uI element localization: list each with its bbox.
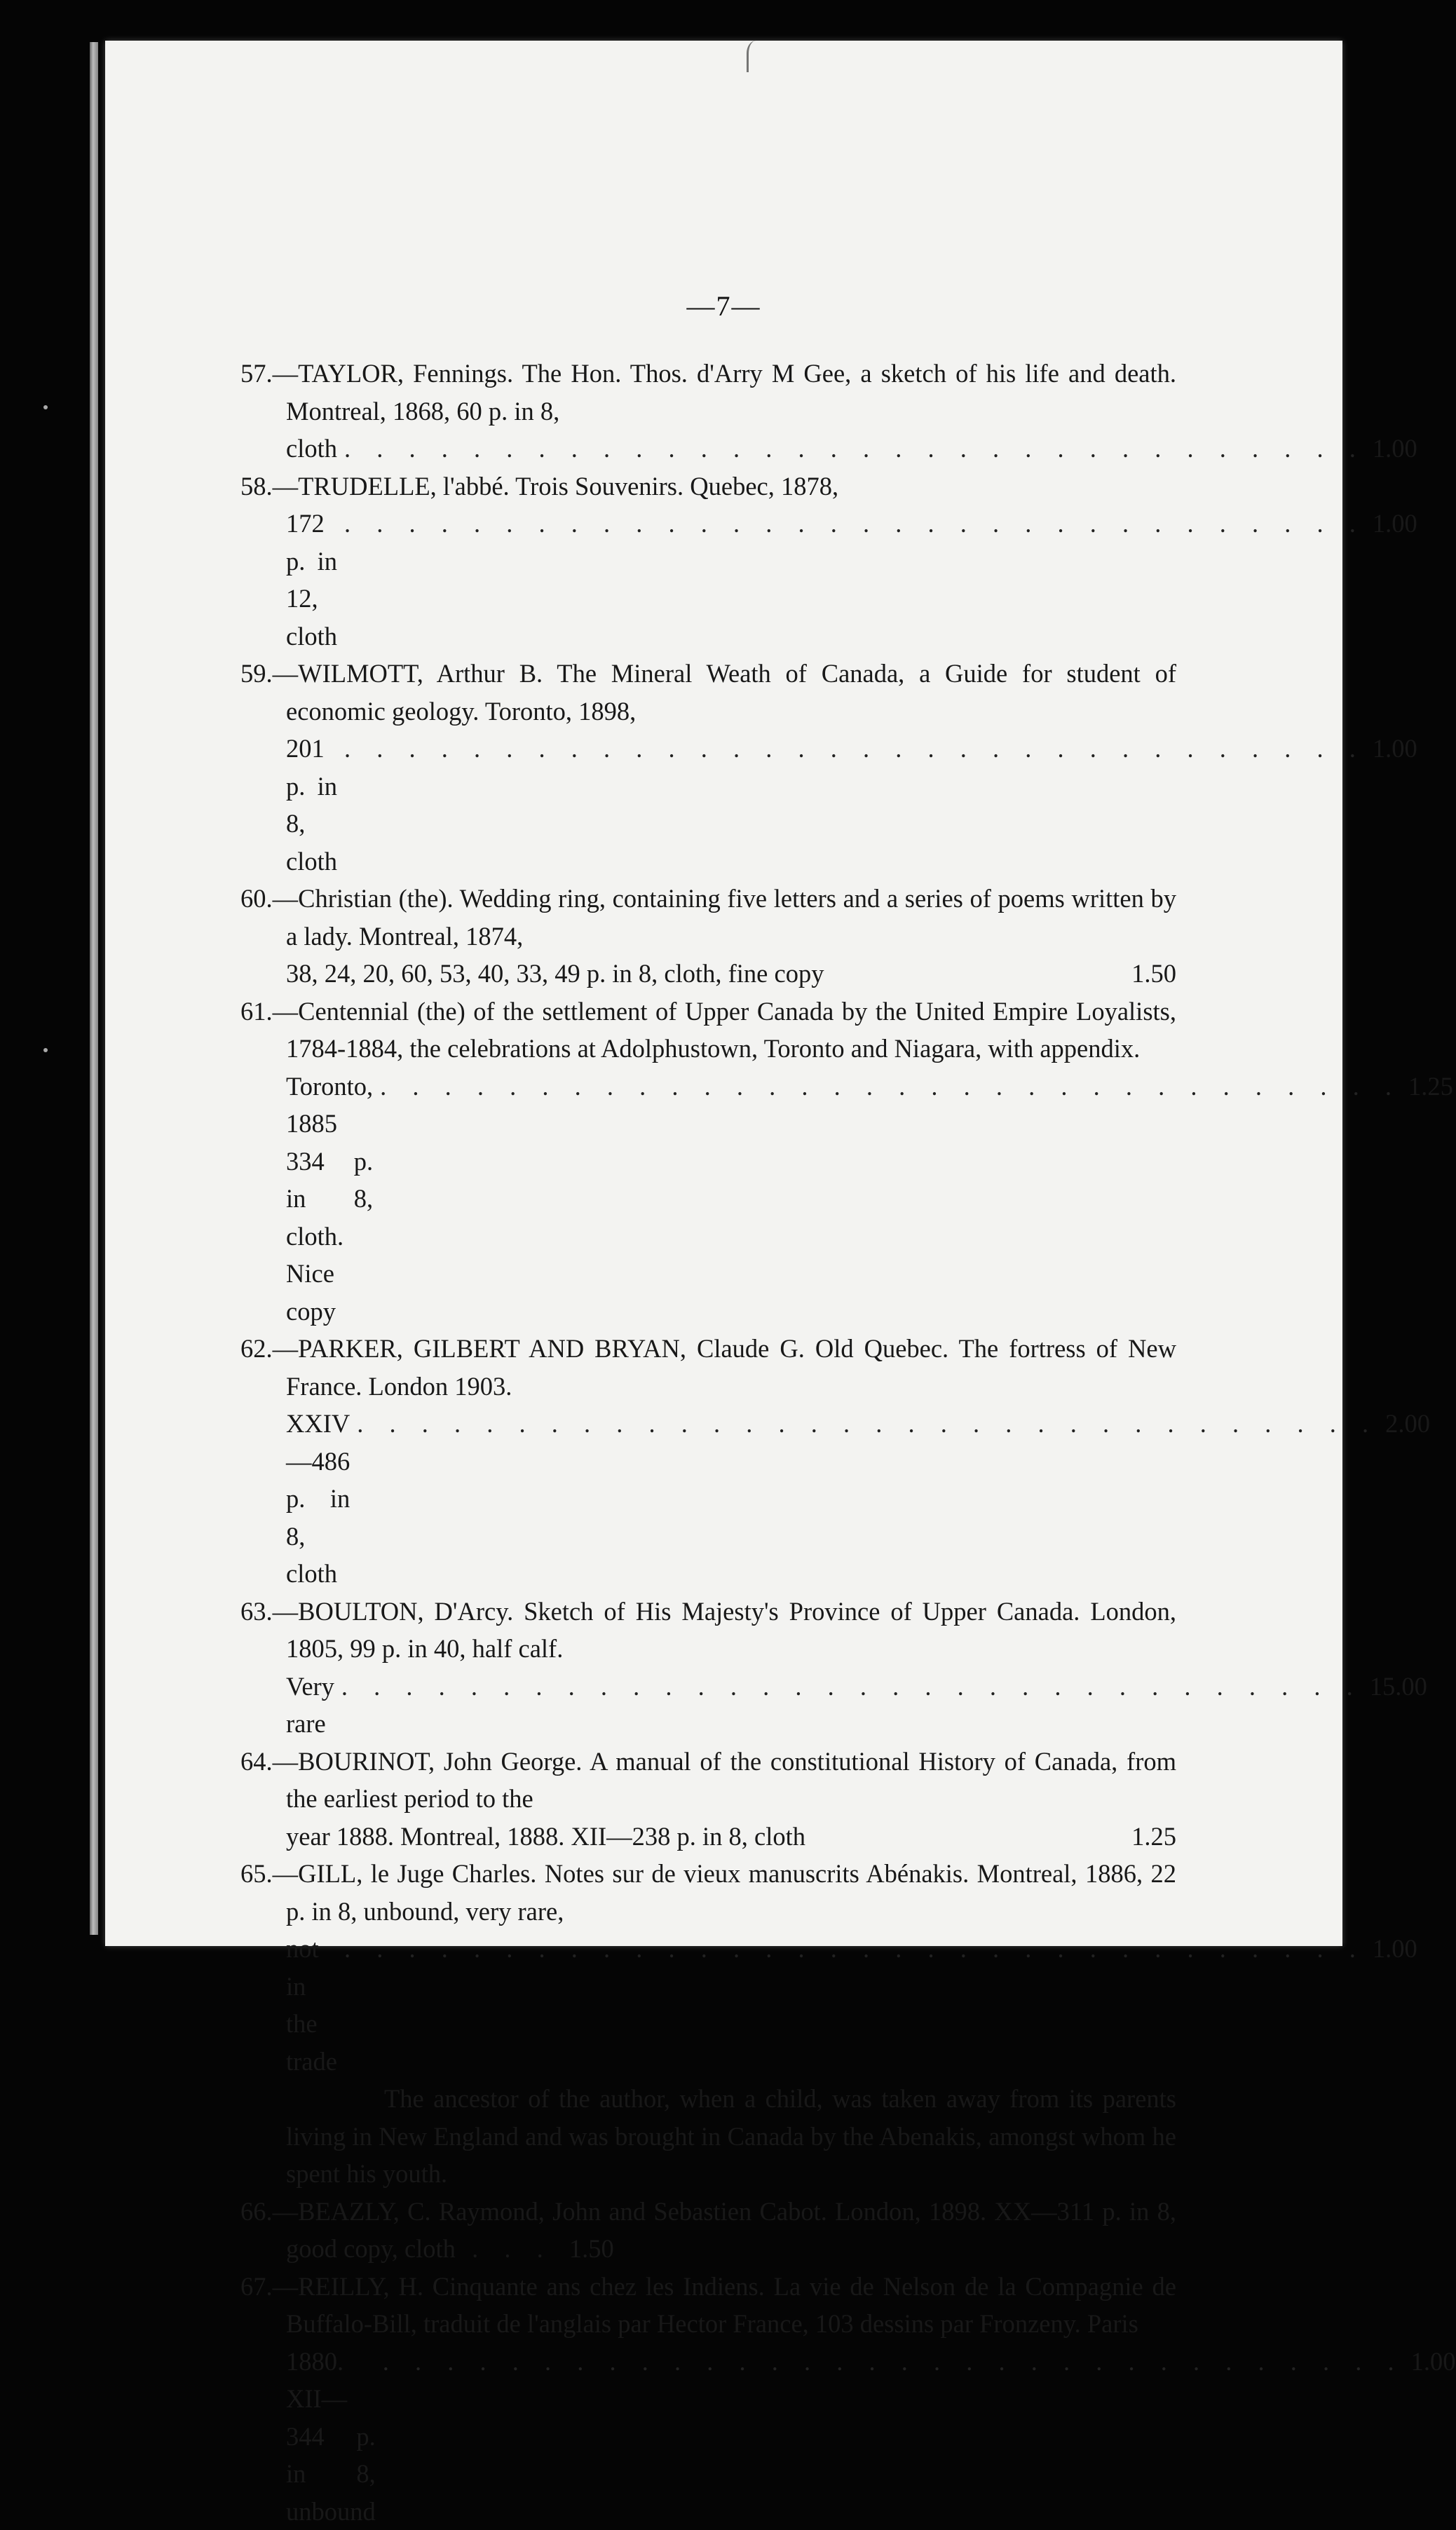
entry-tail: year 1888. Montreal, 1888. XII—238 p. in 8, cloth	[286, 1818, 805, 1856]
page-number: —7—	[105, 290, 1342, 322]
scan-smudge	[747, 41, 770, 72]
entry-text: 63.—BOULTON, D'Arcy. Sketch of His Majesty's Province of Upper Canada. London, 1805, 99 p. in 40, half calf.	[240, 1597, 1176, 1664]
entry-price: 1.00	[1373, 1930, 1417, 1968]
entry-text: 58.—TRUDELLE, l'abbé. Trois Souvenirs. Quebec, 1878,	[240, 472, 838, 501]
entry-text: 67.—REILLY, H. Cinquante ans chez les Indiens. La vie de Nelson de la Compagnie de Buffalo-Bill, traduit de l'anglais par Hector France, 103 dessins par Fronzeny. Paris	[240, 2272, 1176, 2339]
entry-text: 57.—TAYLOR, Fennings. The Hon. Thos. d'Arry M Gee, a sketch of his life and death. Montreal, 1868, 60 p. in 8,	[240, 359, 1176, 426]
entry-text: 66.—BEAZLY, C. Raymond, John and Sebastien Cabot. London, 1898. XX—311 p. in 8, good copy, cloth	[240, 2197, 1176, 2264]
entry-price: 1.00	[1373, 730, 1417, 768]
catalogue-entry: 65.—GILL, le Juge Charles. Notes sur de vieux manuscrits Abénakis. Montreal, 1886, 22 p. in 8, unbound, very rare, not in the trade . . . . . . . . . . . . . . . . . . . . . . . . . . . . . . . . 1.00	[240, 1855, 1176, 2080]
entry-text: 60.—Christian (the). Wedding ring, containing five letters and a series of poems written by a lady. Montreal, 1874,	[240, 884, 1176, 951]
entry-tail: not in the trade	[286, 1930, 337, 2080]
entry-tail: 38, 24, 20, 60, 53, 40, 33, 49 p. in 8, cloth, fine copy	[286, 955, 824, 993]
catalogue-entry: 61.—Centennial (the) of the settlement of Upper Canada by the United Empire Loyalists, 1784-1884, the celebrations at Adolphustown, Toronto and Niagara, with appendix. Toronto, 1885 334 p. in 8, cloth. Nice copy . . . . . . . . . . . . . . . . . . . . . . . . . . . . . . . . 1.25	[240, 993, 1176, 1331]
entry-text: 64.—BOURINOT, John George. A manual of the constitutional History of Canada, from the earliest period to the	[240, 1747, 1176, 1814]
entry-text: 61.—Centennial (the) of the settlement of Upper Canada by the United Empire Loyalists, 1784-1884, the celebrations at Adolphustown, Toronto and Niagara, with appendix.	[240, 997, 1176, 1063]
catalogue-entry: 58.—TRUDELLE, l'abbé. Trois Souvenirs. Quebec, 1878, 172 p. in 12, cloth . . . . . . . . . . . . . . . . . . . . . . . . . . . . . . . . 1.00	[240, 468, 1176, 655]
catalogue-entry: 67.—REILLY, H. Cinquante ans chez les Indiens. La vie de Nelson de la Compagnie de Buffalo-Bill, traduit de l'anglais par Hector France, 103 dessins par Fronzeny. Paris 1880. XII—344 p. in 8, unbound . . . . . . . . . . . . . . . . . . . . . . . . . . . . . . . . 1.00	[240, 2268, 1176, 2530]
catalogue-entry	[240, 1743, 1176, 1856]
catalogue-entry: 62.—PARKER, GILBERT AND BRYAN, Claude G. Old Quebec. The fortress of New France. London 1903. XXIV—486 p. in 8, cloth . . . . . . . . . . . . . . . . . . . . . . . . . . . . . . . . 2.00	[240, 1330, 1176, 1593]
book-spine-edge	[90, 42, 98, 1935]
entry-tail: XXIV—486 p. in 8, cloth	[286, 1405, 350, 1593]
entry-price: 1.50	[1131, 955, 1176, 993]
entry-price: 1.25	[1131, 1818, 1176, 1856]
entry-price: 1.50	[569, 2234, 614, 2263]
catalogue-entries	[240, 355, 1176, 2530]
entry-text: 65.—GILL, le Juge Charles. Notes sur de vieux manuscrits Abénakis. Montreal, 1886, 22 p. in 8, unbound, very rare,	[240, 1859, 1176, 1926]
catalogue-entry: 66.—BEAZLY, C. Raymond, John and Sebastien Cabot. London, 1898. XX—311 p. in 8, good copy, cloth . . . 1.50	[240, 2193, 1176, 2268]
entry-note: The ancestor of the author, when a child, was taken away from its parents living in New England and was brought in Canada by the Abenakis, amongst whom he spent his youth.	[240, 2080, 1176, 2193]
margin-speck	[43, 1048, 48, 1052]
entry-tail: Very rare	[286, 1668, 334, 1743]
catalogue-page	[105, 41, 1342, 1946]
entry-price: 1.00	[1373, 505, 1417, 543]
entry-text: 62.—PARKER, GILBERT AND BRYAN, Claude G. Old Quebec. The fortress of New France. London 1903.	[240, 1334, 1176, 1401]
margin-speck	[43, 405, 48, 409]
entry-tail: 1880. XII—344 p. in 8, unbound	[286, 2343, 376, 2530]
catalogue-entry: 59.—WILMOTT, Arthur B. The Mineral Weath of Canada, a Guide for student of economic geology. Toronto, 1898, 201 p. in 8, cloth . . . . . . . . . . . . . . . . . . . . . . . . . . . . . . . . 1.00	[240, 655, 1176, 880]
entry-price: 2.00	[1385, 1405, 1430, 1443]
entry-price: 15.00	[1370, 1668, 1427, 1706]
entry-price: 1.00	[1411, 2343, 1456, 2381]
entry-price: 1.25	[1408, 1068, 1453, 1106]
catalogue-entry: 57.—TAYLOR, Fennings. The Hon. Thos. d'Arry M Gee, a sketch of his life and death. Montreal, 1868, 60 p. in 8, cloth . . . . . . . . . . . . . . . . . . . . . . . . . . . . . . . . 1.00	[240, 355, 1176, 468]
catalogue-entry: 63.—BOULTON, D'Arcy. Sketch of His Majesty's Province of Upper Canada. London, 1805, 99 p. in 40, half calf. Very rare . . . . . . . . . . . . . . . . . . . . . . . . . . . . . . . . 15.00	[240, 1593, 1176, 1743]
entry-price: 1.00	[1373, 430, 1417, 468]
entry-tail: 201 p. in 8, cloth	[286, 730, 337, 880]
entry-tail: 172 p. in 12, cloth	[286, 505, 337, 655]
entry-text: 59.—WILMOTT, Arthur B. The Mineral Weath of Canada, a Guide for student of economic geology. Toronto, 1898,	[240, 659, 1176, 726]
entry-tail: Toronto, 1885 334 p. in 8, cloth. Nice copy	[286, 1068, 373, 1331]
catalogue-entry	[240, 880, 1176, 993]
entry-tail: cloth	[286, 430, 337, 468]
